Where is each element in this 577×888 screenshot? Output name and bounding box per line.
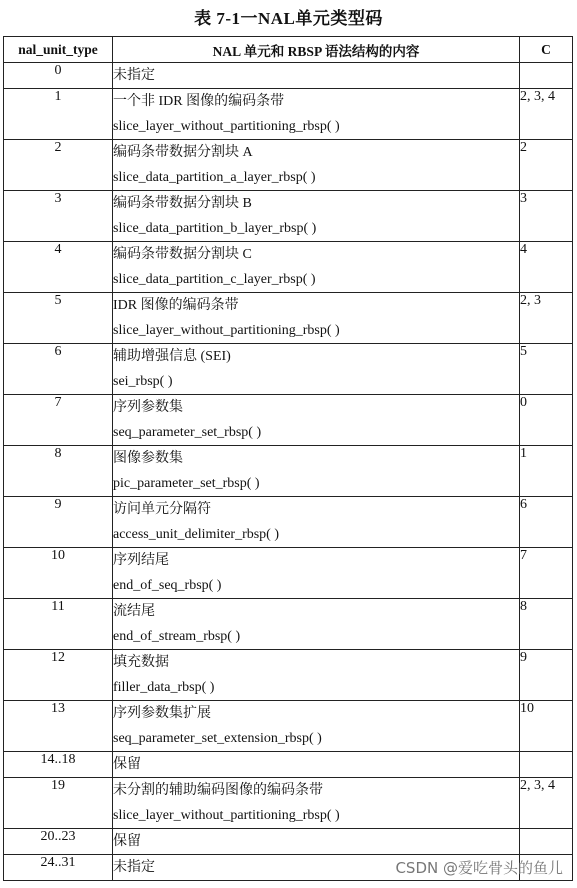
content-cell: [113, 395, 520, 446]
nal-unit-type-cell: 3: [4, 191, 113, 242]
unit-name: 保留: [113, 834, 141, 849]
table-title: 表 7-1一NAL单元类型码: [194, 9, 383, 28]
watermark: CSDN @爱吃骨头的鱼儿: [395, 859, 563, 877]
content-cell: [113, 778, 520, 829]
unit-name: 序列结尾: [113, 553, 169, 568]
nal-unit-type-cell: 5: [4, 293, 113, 344]
nal-unit-type-cell: 4: [4, 242, 113, 293]
unit-name: 流结尾: [113, 604, 155, 619]
table-row: [4, 242, 573, 293]
category-cell: 9: [520, 650, 573, 701]
category-cell: 7: [520, 548, 573, 599]
unit-name: 序列参数集扩展: [113, 706, 211, 721]
table-row: [4, 701, 573, 752]
header-content: NAL 单元和 RBSP 语法结构的内容: [113, 37, 520, 63]
rbsp-syntax: filler_data_rbsp( ): [113, 680, 215, 695]
category-cell: [520, 752, 573, 778]
category-cell: 2, 3: [520, 293, 573, 344]
content-cell: [113, 293, 520, 344]
unit-name: 序列参数集: [113, 400, 183, 415]
nal-unit-type-table: [3, 36, 573, 881]
content-cell: [113, 344, 520, 395]
table-row: [4, 344, 573, 395]
table-row: [4, 599, 573, 650]
nal-unit-type-cell: 9: [4, 497, 113, 548]
table-row: [4, 63, 573, 89]
rbsp-syntax: end_of_seq_rbsp( ): [113, 578, 222, 593]
category-cell: [520, 829, 573, 855]
rbsp-syntax: end_of_stream_rbsp( ): [113, 629, 241, 644]
table-row: [4, 140, 573, 191]
nal-unit-type-cell: 0: [4, 63, 113, 89]
unit-name: 保留: [113, 757, 141, 772]
table-header-row: [4, 37, 573, 63]
nal-unit-type-cell: 2: [4, 140, 113, 191]
category-cell: 5: [520, 344, 573, 395]
table-row: [4, 293, 573, 344]
rbsp-syntax: seq_parameter_set_extension_rbsp( ): [113, 731, 322, 746]
nal-unit-type-cell: 7: [4, 395, 113, 446]
rbsp-syntax: seq_parameter_set_rbsp( ): [113, 425, 262, 440]
nal-unit-type-cell: 14..18: [4, 752, 113, 778]
table-row: [4, 497, 573, 548]
content-cell: [113, 242, 520, 293]
nal-unit-type-cell: 6: [4, 344, 113, 395]
content-cell: [113, 548, 520, 599]
header-category: C: [520, 37, 573, 63]
nal-unit-type-cell: 24..31: [4, 855, 113, 881]
category-cell: 0: [520, 395, 573, 446]
table-row: [4, 778, 573, 829]
nal-unit-type-cell: 13: [4, 701, 113, 752]
content-cell: [113, 89, 520, 140]
rbsp-syntax: sei_rbsp( ): [113, 374, 173, 389]
unit-name: 一个非 IDR 图像的编码条带: [113, 94, 285, 109]
content-cell: [113, 140, 520, 191]
table-row: [4, 752, 573, 778]
nal-unit-type-cell: 8: [4, 446, 113, 497]
rbsp-syntax: slice_data_partition_a_layer_rbsp( ): [113, 170, 316, 185]
rbsp-syntax: slice_data_partition_c_layer_rbsp( ): [113, 272, 316, 287]
content-cell: [113, 497, 520, 548]
table-body: [4, 63, 573, 881]
unit-name: 访问单元分隔符: [113, 502, 211, 517]
rbsp-syntax: slice_layer_without_partitioning_rbsp( ): [113, 808, 340, 823]
rbsp-syntax: slice_layer_without_partitioning_rbsp( ): [113, 323, 340, 338]
unit-name: 未分割的辅助编码图像的编码条带: [113, 783, 323, 798]
unit-name: 编码条带数据分割块 C: [113, 247, 252, 262]
nal-unit-type-cell: 10: [4, 548, 113, 599]
content-cell: [113, 191, 520, 242]
table-row: [4, 89, 573, 140]
nal-unit-type-cell: 11: [4, 599, 113, 650]
category-cell: 10: [520, 701, 573, 752]
content-cell: [113, 650, 520, 701]
table-row: [4, 650, 573, 701]
unit-name: 图像参数集: [113, 451, 183, 466]
content-cell: [113, 446, 520, 497]
nal-unit-type-cell: 12: [4, 650, 113, 701]
table-row: [4, 548, 573, 599]
category-cell: 4: [520, 242, 573, 293]
nal-unit-type-cell: 1: [4, 89, 113, 140]
content-cell: [113, 829, 520, 855]
category-cell: 2, 3, 4: [520, 778, 573, 829]
unit-name: 编码条带数据分割块 B: [113, 196, 252, 211]
category-cell: 1: [520, 446, 573, 497]
rbsp-syntax: slice_data_partition_b_layer_rbsp( ): [113, 221, 317, 236]
unit-name: 编码条带数据分割块 A: [113, 145, 253, 160]
category-cell: 3: [520, 191, 573, 242]
nal-unit-type-cell: 20..23: [4, 829, 113, 855]
category-cell: 2, 3, 4: [520, 89, 573, 140]
rbsp-syntax: slice_layer_without_partitioning_rbsp( ): [113, 119, 340, 134]
unit-name: 填充数据: [113, 655, 169, 670]
nal-unit-type-cell: 19: [4, 778, 113, 829]
table-row: [4, 395, 573, 446]
rbsp-syntax: pic_parameter_set_rbsp( ): [113, 476, 260, 491]
header-nal-unit-type: nal_unit_type: [4, 37, 113, 63]
category-cell: 8: [520, 599, 573, 650]
table-row: [4, 191, 573, 242]
unit-name: 未指定: [113, 68, 155, 83]
rbsp-syntax: access_unit_delimiter_rbsp( ): [113, 527, 280, 542]
table-row: [4, 446, 573, 497]
unit-name: 未指定: [113, 860, 155, 875]
category-cell: 2: [520, 140, 573, 191]
content-cell: [113, 752, 520, 778]
unit-name: 辅助增强信息 (SEI): [113, 349, 231, 364]
unit-name: IDR 图像的编码条带: [113, 298, 239, 313]
category-cell: [520, 63, 573, 89]
content-cell: [113, 599, 520, 650]
category-cell: 6: [520, 497, 573, 548]
content-cell: [113, 701, 520, 752]
content-cell: [113, 63, 520, 89]
table-row: [4, 829, 573, 855]
